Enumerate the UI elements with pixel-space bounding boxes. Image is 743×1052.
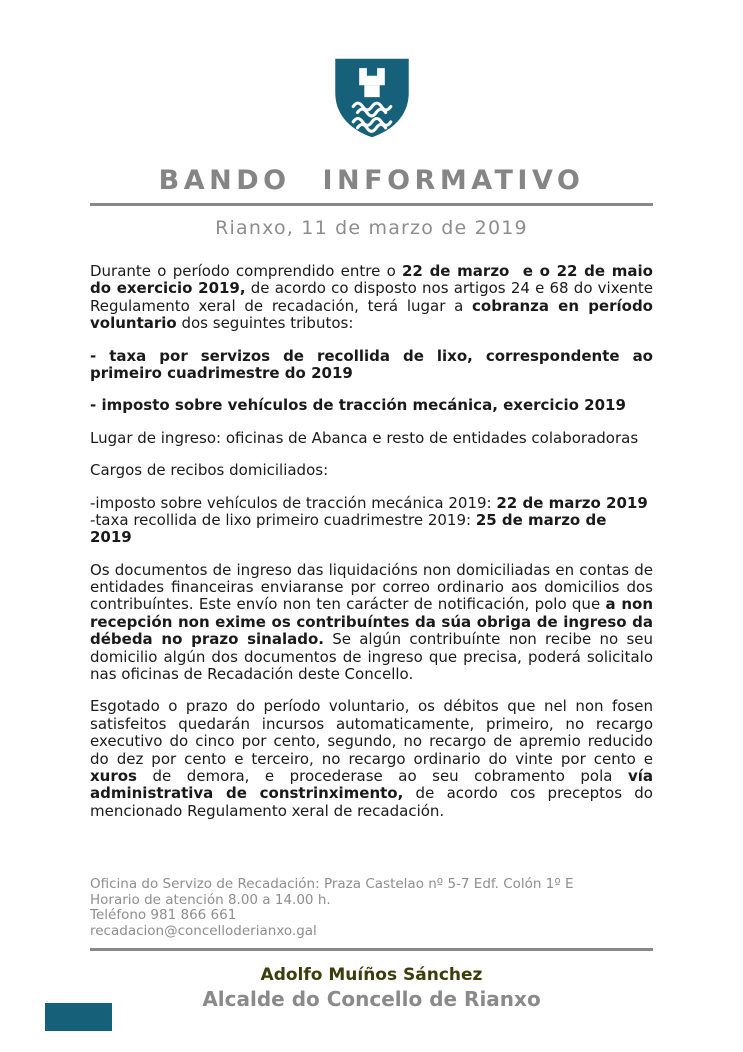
intro-text: de acordo co disposto nos artigos 24 e 68 do vixente Regulamento xeral de recadación, terá lugar a (90, 279, 658, 315)
mayor-name: Adolfo Muíños Sánchez (260, 965, 483, 986)
office-contact-block (90, 877, 653, 939)
tax-item-waste: - taxa por servizos de recollida de lixo, correspondente ao primeiro cuadrimestre do 2019 (90, 346, 659, 382)
concello-rianxo-crest-icon (328, 57, 416, 139)
non-receipt-warning: a non recepción non exime os contribuíntes da súa obriga de ingreso da débeda no prazo sinalado. (90, 595, 659, 649)
collection-period-dates: 22 de marzo e o 22 de maio do exercicio 2019, (90, 262, 659, 298)
notice-text-part: Os documentos de ingreso das liquidacións non domiciliadas en contas de entidades financeiras enviaranse por correo ordinario aos domicilios dos contribuíntes. Este envío non ten carácter de notificación, polo que (90, 560, 658, 614)
enforcement-text-part: de demora, e procederase ao seu cobramento pola (137, 766, 628, 785)
notice-text (90, 262, 659, 820)
office-address-line: Oficina do Servizo de Recadación: Praza Castelao nº 5-7 Edf. Colón 1º E (90, 876, 574, 893)
office-email-line: recadacion@concelloderianxo.gal (90, 922, 317, 939)
office-phone-line: Teléfono 981 866 661 (90, 907, 237, 924)
office-hours-line: Horario de atención 8.00 a 14.00 h. (90, 891, 331, 908)
debit-vehicles-label: -imposto sobre vehículos de tracción mecánica 2019: (90, 493, 497, 512)
payment-place-line: Lugar de ingreso: oficinas de Abanca e resto de entidades colaboradoras (90, 428, 639, 447)
notice-text-part: Se algún contribuínte non recibe no seu domicilio algún dos documentos de ingreso que precisa, poderá solicitalo nas oficinas de Recadación deste Concello. (90, 630, 658, 684)
logo-container (90, 57, 653, 139)
intro-text: dos seguintes tributos: (176, 314, 354, 333)
signature-block (90, 965, 653, 1010)
paragraph-enforcement (90, 697, 659, 820)
direct-debit-heading: Cargos de recibos domiciliados: (90, 461, 329, 480)
page-title: BANDO INFORMATIVO (158, 165, 585, 196)
direct-debit-list (90, 495, 653, 547)
interest-phrase: xuros (90, 766, 137, 785)
enforcement-text-part: Esgotado o prazo do período voluntario, os débitos que nel non fosen satisfeitos quedarán incursos automaticamente, primeiro, no recargo executivo do cinco por cento, segundo, no recargo de apremio reducido do dez por cento e terceiro, no recargo ordinario do vinte por cento e (90, 697, 658, 768)
debit-waste-date: 25 de marzo de 2019 (90, 510, 612, 547)
administrative-route-phrase: vía administrativa de constrinximento, (90, 766, 659, 803)
enforcement-text-part: de acordo cos preceptos do mencionado Regulamento xeral de recadación. (90, 784, 658, 820)
intro-text: Durante o período comprendido entre o (90, 262, 402, 280)
footer-accent-bar (45, 1003, 112, 1031)
header-divider (90, 203, 653, 206)
debit-waste-label: -taxa recollida de lixo primeiro cuadrimestre 2019: (90, 510, 476, 529)
tax-item-vehicles: - imposto sobre vehículos de tracción mecánica, exercicio 2019 (90, 396, 626, 415)
signature-divider (90, 948, 653, 951)
paragraph-notice (90, 560, 659, 684)
paragraph-intro (90, 262, 659, 333)
mayor-title: Alcalde do Concello de Rianxo (202, 986, 541, 1011)
date-line: Rianxo, 11 de marzo de 2019 (215, 217, 528, 239)
debit-vehicles-date: 22 de marzo 2019 (496, 493, 648, 512)
voluntary-period-phrase: cobranza en período voluntario (90, 296, 659, 333)
